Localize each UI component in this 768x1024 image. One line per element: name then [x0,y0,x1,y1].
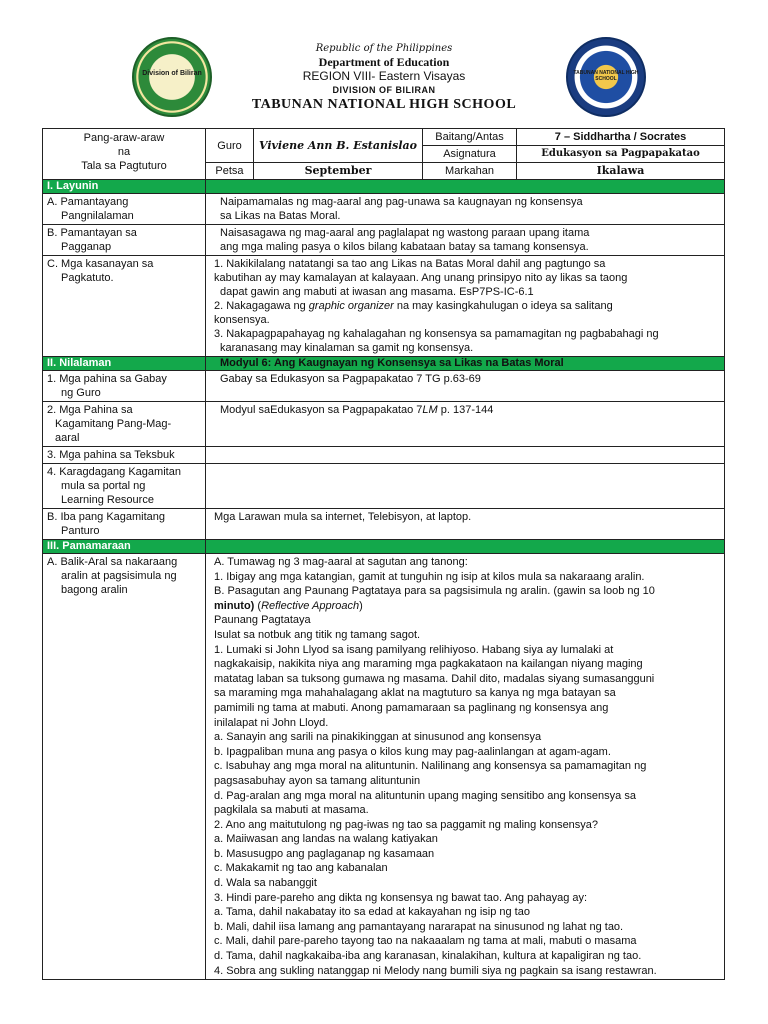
content-line: inilalapat ni John Lloyd. [214,716,329,729]
content-line: d. Wala sa nabanggit [214,877,317,890]
content-line: 1. Lumaki si John Llyod sa isang pamilyang relihiyoso. Habang siya ay lumalaki at [214,643,614,656]
guro-label-text: Guro [217,139,242,152]
content-line: Paunang Pagtataya [214,614,311,627]
row-label-line: 1. Mga pahina sa Gabay [47,373,167,385]
content-line: b. Masusugpo ang paglaganap ng kasamaan [214,847,435,860]
asignatura-value: Edukasyon sa Pagpapakatao [517,146,725,163]
content-line [214,299,720,313]
school-seal-text: TABUNAN NATIONAL HIGH SCHOOL [573,70,639,82]
layunin-row-c [43,256,725,357]
row-label-line: 2. Mga Pahina sa [47,404,133,416]
content-line: sa Likas na Batas Moral. [220,210,341,222]
markahan-value: Ikalawa [517,163,725,180]
document-header [0,0,768,128]
section-nilalaman-value: Modyul 6: Ang Kaugnayan ng Konsensya sa Likas na Batas Moral [206,357,725,371]
content-line: 4. Sobra ang sukling natanggap ni Melody nang bumili siya ng pagkain sa isang restawran. [214,964,657,977]
row-label-line: Kagamitang Pang-Mag- [55,418,172,430]
row-label [43,371,206,402]
content-italic: graphic organizer [308,300,394,312]
content-line: 3. Nakapagpapahayag ng kahalagahan ng konsensya sa pamamagitan ng pagbabahagi ng [214,328,659,340]
content-text: na may kasingkahulugan o ideya sa salitang [393,300,613,312]
content-line: sa maraming mga mahahalagang aklat na magtuturo sa kanya ng mga batayan sa [214,687,616,700]
markahan-label: Markahan [423,163,517,180]
log-title-line: Tala sa Pagtuturo [81,160,167,172]
content-text: B. Pasagutan ang Paunang Pagtataya para sa pagsisimula ng aralin. (gawin sa loob ng 10 [214,585,655,598]
content-line: kabutihan ay may kamalayan at kalayaan. Ang unang prinsipyo nito ay likas sa taong [214,272,628,284]
row-label-line: A. Pamantayang [47,196,129,208]
content-bold: minuto) [214,599,255,612]
row-label-line: bagong aralin [61,584,128,596]
content-line [220,403,720,417]
content-line: c. Makakamit ng tao ang kabanalan [214,862,388,875]
row-label-line: mula sa portal ng [61,480,146,492]
content-text: ( [254,599,262,612]
section-layunin [43,180,725,194]
content-line: Naipamamalas ng mag-aaral ang pag-unawa sa kaugnayan ng konsensya [220,196,583,208]
content-line: pagkilala sa mabuti at masama. [214,804,369,817]
content-line: konsensya. [214,314,270,326]
layunin-row-b [43,225,725,256]
section-layunin-title: I. Layunin [43,180,206,194]
content-italic: LM [422,404,438,416]
nilalaman-row-b [43,509,725,540]
content-line [214,285,720,299]
nilalaman-row-4 [43,464,725,509]
row-label [43,225,206,256]
section-nilalaman-title: II. Nilalaman [43,357,206,371]
row-content [206,447,725,464]
log-title-cell [43,129,206,180]
republic-line: Republic of the Philippines [315,43,453,54]
section-pamamaraan-title: III. Pamamaraan [43,540,206,554]
content-line: c. Mali, dahil pare-pareho tayong tao na nakaaalam ng tama at mali, mabuti o masama [214,935,637,948]
row-label [43,402,206,447]
content-line: d. Tama, dahil nagkakaiba-iba ang karanasan, kinalakihan, kultura at kapaligiran ng tao. [214,950,642,963]
row-label [43,256,206,357]
content-line: 1. Nakikilalang natatangi sa tao ang Likas na Batas Moral dahil ang pagtungo sa [214,258,606,270]
lesson-log-table [42,128,725,980]
row-content [206,464,725,509]
content-text: 2. Nakagagawa ng [214,300,309,312]
guro-label [206,129,254,163]
content-line: Naisasagawa ng mag-aaral ang paglalapat ng wastong paraan upang itama [220,227,590,239]
region-line: REGION VIII- Eastern Visayas [302,69,466,83]
pamamaraan-row-a [43,554,725,980]
row-label-line: ng Guro [61,387,101,399]
row-label-line: Panturo [61,525,100,537]
content-line: Gabay sa Edukasyon sa Pagpapakatao 7 TG p.63-69 [220,373,481,385]
content-line: pamimili ng tama at mabuti. Anong pamamaraan sa paglinang ng konsensya ang [214,701,609,714]
log-title-line: Pang-araw-araw [83,132,165,144]
petsa-value: September [254,163,423,180]
section-pamamaraan-fill [206,540,725,554]
row-content [206,256,725,357]
section-nilalaman [43,357,725,371]
section-layunin-fill [206,180,725,194]
guro-value-text: Viviene Ann B. Estanislao [258,138,418,152]
row-label-line: Pagkatuto. [61,272,114,284]
row-label-line: aaral [55,432,80,444]
content-italic: Reflective Approach [261,599,360,612]
content-line: a. Maiiwasan ang landas na walang katiyakan [214,833,438,846]
content-text: Modyul saEdukasyon sa Pagpapakatao 7 [220,404,423,416]
row-label-line: B. Iba pang Kagamitang [47,511,166,523]
row-content [206,371,725,402]
division-seal-text: Division of Biliran [142,70,202,77]
row-label: 3. Mga pahina sa Teksbuk [43,447,206,464]
asignatura-label: Asignatura [423,146,517,163]
row-label [43,464,206,509]
row-label-line: 4. Karagdagang Kagamitan [47,466,181,478]
row-content [206,554,725,980]
content-line [214,599,720,614]
content-line: a. Tama, dahil nakabatay ito sa edad at kakayahan ng isip ng tao [214,906,530,919]
content-line: b. Mali, dahil iisa lamang ang pamantayang nararapat na sinusunod ng lahat ng tao. [214,920,624,933]
content-line: 2. Ano ang maitutulong ng pag-iwas ng tao sa paggamit ng maling konsensya? [214,818,599,831]
row-content [206,194,725,225]
content-line: pagsasabuhay ayon sa tamang alituntunin [214,774,421,787]
content-line: ang mga maling pasya o kilos bilang kabataan batay sa tamang konsensya. [220,241,589,253]
row-label-line: Pangnilalaman [61,210,134,222]
content-line: 3. Hindi pare-pareho ang dikta ng konsensya ng bawat tao. Ang pahayag ay: [214,891,588,904]
content-line [214,584,720,599]
content-text: p. 137-144 [437,404,494,416]
row-content [206,402,725,447]
section-pamamaraan [43,540,725,554]
baitang-label: Baitang/Antas [423,129,517,146]
content-text: dapat gawin ang mabuti at iwasan ang masama. EsP7PS-IC-6.1 [220,286,534,298]
row-label [43,509,206,540]
guro-value [254,129,423,163]
content-line: A. Tumawag ng 3 mag-aaral at sagutan ang tanong: [214,556,468,568]
petsa-label: Petsa [206,163,254,180]
row-label [43,194,206,225]
row-content [206,225,725,256]
content-line: matatag laban sa tuksong gumawa ng masama. Dahil dito, madalas siyang sumasangguni [214,672,655,685]
row-label-line: A. Balik-Aral sa nakaraang [47,556,178,568]
content-text: ) [359,599,363,612]
row-label-line: Learning Resource [61,494,154,506]
row-label-line: B. Pamantayan sa [47,227,137,239]
row-label [43,554,206,980]
school-name: TABUNAN NATIONAL HIGH SCHOOL [251,97,517,112]
division-line: DIVISION OF BILIRAN [332,85,436,95]
nilalaman-row-2 [43,402,725,447]
content-line: c. Isabuhay ang mga moral na alituntunin. Nalilinang ang konsensya sa pamamagitan ng [214,760,647,773]
department-line: Department of Education [318,55,450,69]
content-line: Mga Larawan mula sa internet, Telebisyon, at laptop. [214,511,472,523]
content-line: d. Pag-aralan ang mga moral na alituntunin upang maging sensitibo ang konsensya sa [214,789,636,802]
content-line: karanasang may kinalaman sa gamit ng konsensya. [220,342,474,354]
content-line: b. Ipagpaliban muna ang pasya o kilos kung may pag-aalinlangan at agam-agam. [214,745,611,758]
nilalaman-row-3 [43,447,725,464]
layunin-row-a [43,194,725,225]
row-label-line: C. Mga kasanayan sa [47,258,154,270]
content-line: a. Sanayin ang sarili na pinakikinggan at sinusunod ang konsensya [214,731,542,744]
content-line: 1. Ibigay ang mga katangian, gamit at tunguhin ng isip at kilos mula sa nakaraang aralin. [214,570,645,583]
row-label-line: Pagganap [61,241,112,253]
baitang-value: 7 – Siddhartha / Socrates [517,129,725,146]
content-line: Isulat sa notbuk ang titik ng tamang sagot. [214,628,421,641]
nilalaman-row-1 [43,371,725,402]
row-label-line: aralin at pagsisimula ng [61,570,177,582]
content-line: nagkakaisip, nakikita niya ang maraming mga pagkakataon na kailangan niyang maging [214,658,643,671]
row-content [206,509,725,540]
log-title-line: na [117,146,131,158]
info-row-1 [43,129,725,146]
